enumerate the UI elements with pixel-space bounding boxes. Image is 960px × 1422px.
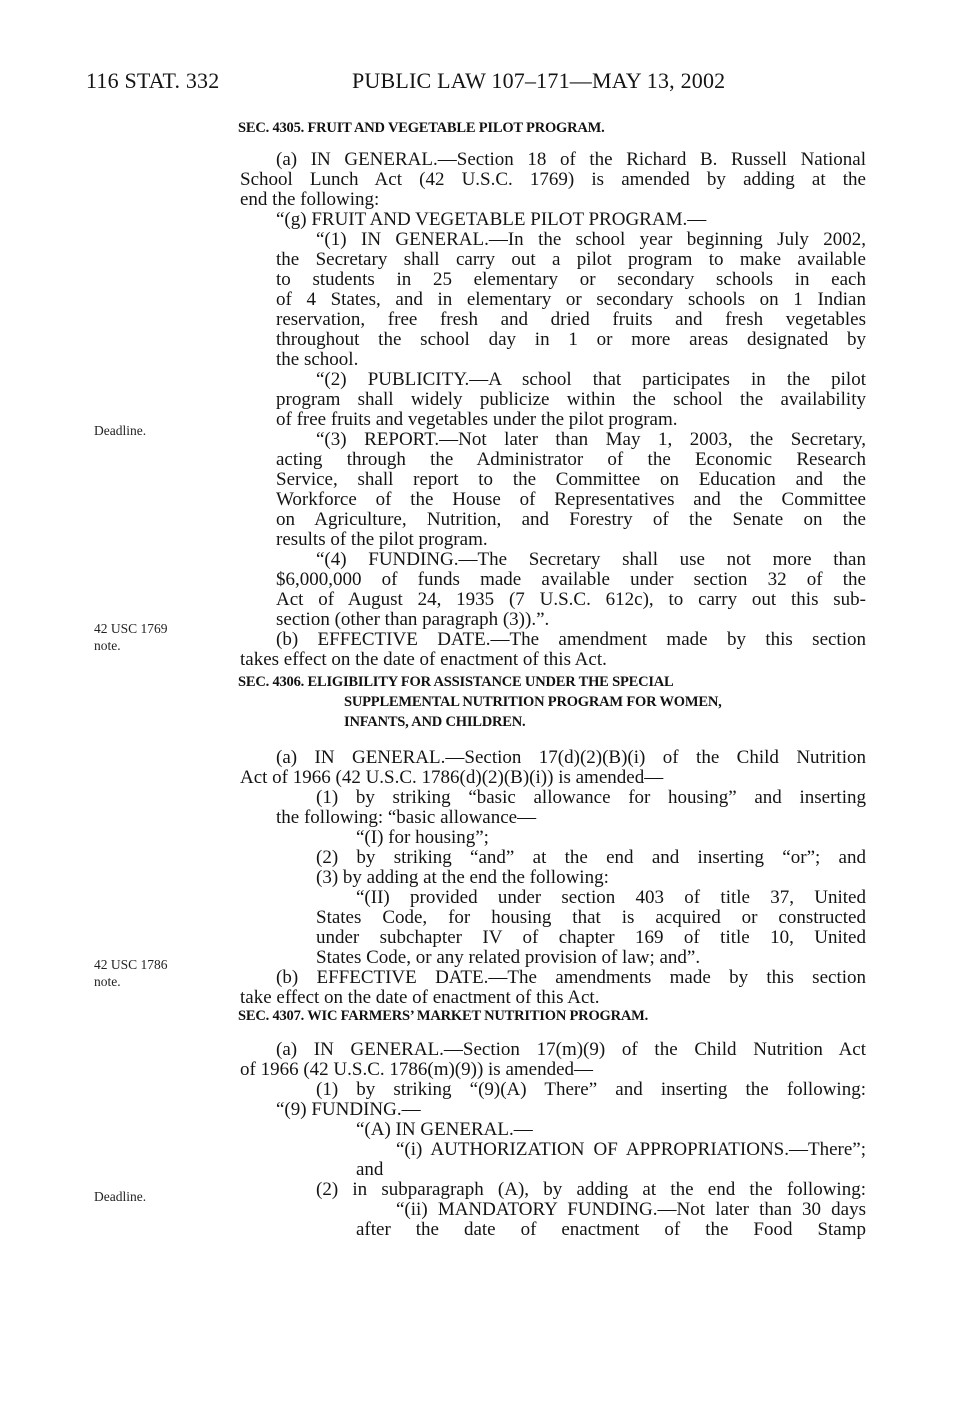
text-line: “(g) FRUIT AND VEGETABLE PILOT PROGRAM.— bbox=[276, 209, 707, 230]
text-line: acting through the Administrator of the Economic Research bbox=[276, 449, 866, 470]
text-line: take effect on the date of enactment of this Act. bbox=[240, 987, 600, 1008]
text-line: under subchapter IV of chapter 169 of title 10, United bbox=[316, 927, 866, 948]
section-4305 bbox=[238, 118, 866, 670]
public-law-title: PUBLIC LAW 107–171—MAY 13, 2002 bbox=[352, 68, 726, 93]
text-line: Act of August 24, 1935 (7 U.S.C. 612c), to carry out this sub- bbox=[276, 589, 866, 610]
text-line: on Agriculture, Nutrition, and Forestry of the Senate on the bbox=[276, 509, 866, 530]
text-line: “(ii) MANDATORY FUNDING.—Not later than 30 days bbox=[396, 1199, 866, 1220]
section-4305-heading: SEC. 4305. FRUIT AND VEGETABLE PILOT PROGRAM. bbox=[238, 120, 605, 136]
margin-note-usc-1769: 42 USC 1769 note. bbox=[94, 621, 168, 653]
text-line: the school. bbox=[276, 349, 359, 370]
text-line: program shall widely publicize within the school the availability bbox=[276, 389, 866, 410]
text-line: results of the pilot program. bbox=[276, 529, 488, 550]
text-line: School Lunch Act (42 U.S.C. 1769) is amended by adding at the bbox=[240, 169, 866, 190]
text-line: Workforce of the House of Representatives and the Committee bbox=[276, 489, 866, 510]
text-line: of 1966 (42 U.S.C. 1786(m)(9)) is amended— bbox=[240, 1059, 594, 1080]
text-line: the Secretary shall carry out a pilot program to make available bbox=[276, 249, 866, 270]
text-line: States Code, or any related provision of law; and”. bbox=[316, 947, 701, 968]
text-line: takes effect on the date of enactment of this Act. bbox=[240, 649, 607, 670]
text-line: (a) IN GENERAL.—Section 17(m)(9) of the Child Nutrition Act bbox=[276, 1039, 866, 1060]
margin-note-usc-1786: 42 USC 1786 note. bbox=[94, 957, 168, 989]
text-line: after the date of enactment of the Food Stamp bbox=[356, 1219, 866, 1240]
text-line: and bbox=[356, 1159, 384, 1180]
text-line: “(I) for housing”; bbox=[356, 827, 489, 848]
text-line: (a) IN GENERAL.—Section 17(d)(2)(B)(i) of the Child Nutrition bbox=[276, 747, 866, 768]
text-line: “(1) IN GENERAL.—In the school year beginning July 2002, bbox=[316, 229, 866, 250]
text-line: Service, shall report to the Committee on Education and the bbox=[276, 469, 866, 490]
text-line: “(A) IN GENERAL.— bbox=[356, 1119, 533, 1140]
text-line: the following: “basic allowance— bbox=[276, 807, 537, 828]
text-line: (a) IN GENERAL.—Section 18 of the Richard B. Russell National bbox=[276, 149, 866, 170]
section-4306-heading-cont: INFANTS, AND CHILDREN. bbox=[344, 714, 526, 730]
text-line: “(4) FUNDING.—The Secretary shall use not more than bbox=[316, 549, 866, 570]
text-line: throughout the school day in 1 or more areas designated by bbox=[276, 329, 866, 350]
section-4307-heading: SEC. 4307. WIC FARMERS’ MARKET NUTRITION PROGRAM. bbox=[238, 1008, 649, 1024]
text-line: (3) by adding at the end the following: bbox=[316, 867, 609, 888]
section-4307 bbox=[238, 1006, 866, 1240]
section-4306 bbox=[238, 672, 866, 1008]
text-line: “(9) FUNDING.— bbox=[276, 1099, 421, 1120]
text-line: “(2) PUBLICITY.—A school that participates in the pilot bbox=[316, 369, 866, 390]
text-line: States Code, for housing that is acquired or constructed bbox=[316, 907, 866, 928]
text-line: “(3) REPORT.—Not later than May 1, 2003, the Secretary, bbox=[316, 429, 866, 450]
text-line: of 4 States, and in elementary or secondary schools on 1 Indian bbox=[276, 289, 866, 310]
margin-note-deadline: Deadline. bbox=[94, 423, 147, 438]
section-4306-heading: SEC. 4306. ELIGIBILITY FOR ASSISTANCE UNDER THE SPECIAL bbox=[238, 674, 674, 690]
text-line: end the following: bbox=[240, 189, 380, 210]
text-line: “(II) provided under section 403 of title 37, United bbox=[356, 887, 866, 908]
text-line: (2) by striking “and” at the end and inserting “or”; and bbox=[316, 847, 866, 868]
statute-page-number: 116 STAT. 332 bbox=[86, 68, 220, 93]
text-line: (2) in subparagraph (A), by adding at the end the following: bbox=[316, 1179, 866, 1200]
text-line: (1) by striking “(9)(A) There” and inserting the following: bbox=[316, 1079, 866, 1100]
section-4306-heading-cont: SUPPLEMENTAL NUTRITION PROGRAM FOR WOMEN, bbox=[344, 694, 722, 710]
margin-note-deadline-2: Deadline. bbox=[94, 1189, 147, 1204]
text-line: “(i) AUTHORIZATION OF APPROPRIATIONS.—There”; bbox=[396, 1139, 866, 1160]
text-line: (b) EFFECTIVE DATE.—The amendments made by this section bbox=[276, 967, 866, 988]
text-line: section (other than paragraph (3)).”. bbox=[276, 609, 550, 630]
text-line: reservation, free fresh and dried fruits and fresh vegetables bbox=[276, 309, 866, 330]
text-line: Act of 1966 (42 U.S.C. 1786(d)(2)(B)(i)) is amended— bbox=[240, 767, 664, 788]
text-line: of free fruits and vegetables under the pilot program. bbox=[276, 409, 678, 430]
text-line: $6,000,000 of funds made available under section 32 of the bbox=[276, 569, 866, 590]
text-line: (1) by striking “basic allowance for housing” and inserting bbox=[316, 787, 866, 808]
text-line: (b) EFFECTIVE DATE.—The amendment made by this section bbox=[276, 629, 866, 650]
text-line: to students in 25 elementary or secondary schools in each bbox=[276, 269, 866, 290]
